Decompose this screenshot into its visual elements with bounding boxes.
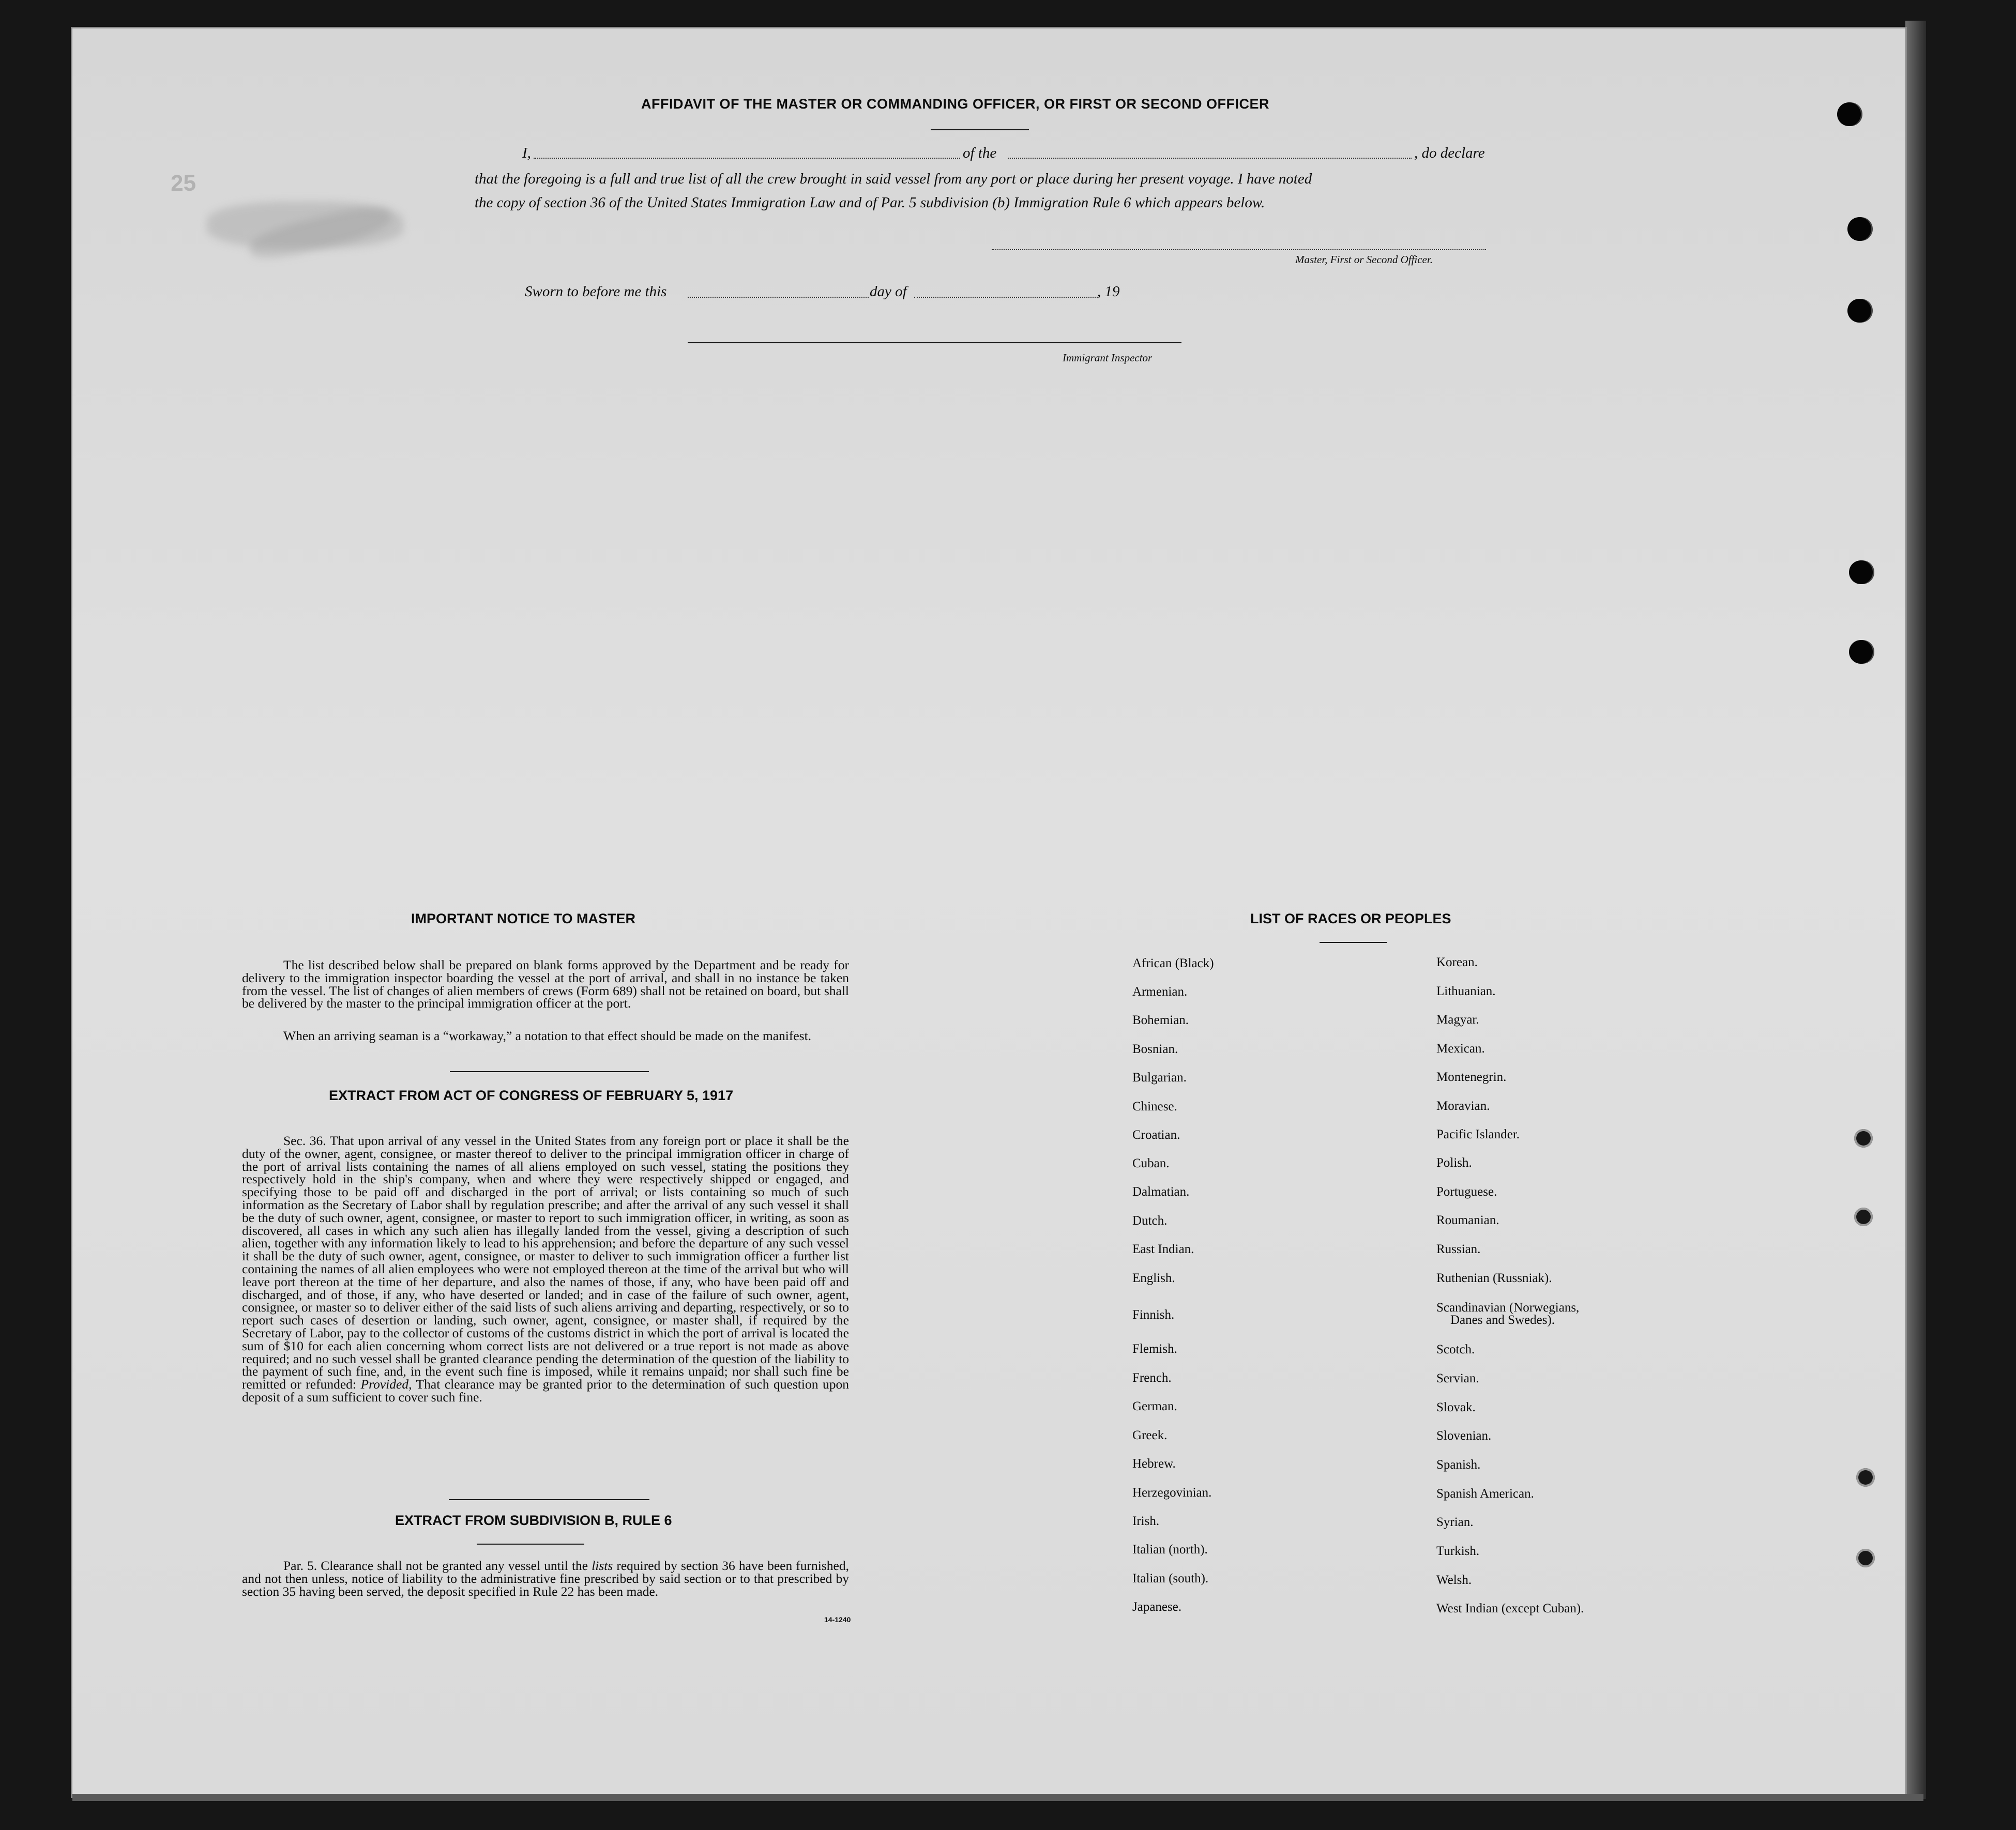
rule-text-post: required by section 36 have been furnished, and not then unless, notice of liability to the administrative fine prescribed by said section or to that prescribed by section 35 having been served, the deposit specified in Rule 22 has been made. bbox=[242, 1558, 849, 1599]
race-item: Croatian. bbox=[1132, 1128, 1180, 1142]
binder-hole bbox=[1837, 102, 1861, 126]
section-divider bbox=[449, 1499, 649, 1500]
race-item: English. bbox=[1132, 1271, 1175, 1285]
race-item-continued: Danes and Swedes). bbox=[1450, 1313, 1555, 1327]
race-item: African (Black) bbox=[1132, 956, 1214, 970]
race-item: Polish. bbox=[1436, 1156, 1472, 1170]
race-item: Armenian. bbox=[1132, 985, 1188, 999]
affidavit-of-label: of the bbox=[963, 145, 997, 161]
act-extract-heading: EXTRACT FROM ACT OF CONGRESS OF FEBRUARY 5, 1917 bbox=[329, 1088, 734, 1103]
binder-hole bbox=[1854, 1208, 1873, 1226]
race-item: Ruthenian (Russniak). bbox=[1436, 1271, 1552, 1285]
race-item: Irish. bbox=[1132, 1514, 1160, 1528]
race-item: Turkish. bbox=[1436, 1544, 1480, 1558]
lists-term: lists bbox=[592, 1558, 613, 1573]
race-item: Mexican. bbox=[1436, 1042, 1485, 1056]
section-label: Sec. 36. bbox=[283, 1133, 326, 1148]
binder-hole bbox=[1856, 1549, 1875, 1567]
section-tail: That clearance may be granted prior to the determination of such question upon deposit of a sum sufficient to cover such fine. bbox=[242, 1377, 850, 1405]
race-item: Welsh. bbox=[1436, 1573, 1472, 1587]
race-item: Slovenian. bbox=[1436, 1429, 1492, 1443]
form-number: 14-1240 bbox=[824, 1615, 851, 1624]
notice-heading: IMPORTANT NOTICE TO MASTER bbox=[411, 911, 635, 926]
race-item: Italian (south). bbox=[1132, 1572, 1209, 1585]
notice-paragraph-2: When an arriving seaman is a “workaway,” a notation to that effect should be made on the manifest. bbox=[283, 1028, 812, 1043]
race-item: Hebrew. bbox=[1132, 1457, 1176, 1471]
race-item: Cuban. bbox=[1132, 1156, 1170, 1170]
race-item: Herzegovinian. bbox=[1132, 1486, 1212, 1500]
binder-hole bbox=[1854, 1129, 1873, 1148]
binder-hole bbox=[1847, 217, 1871, 241]
race-item: Spanish American. bbox=[1436, 1487, 1534, 1501]
race-item: Russian. bbox=[1436, 1242, 1481, 1256]
race-item: Flemish. bbox=[1132, 1342, 1177, 1356]
section-body: That upon arrival of any vessel in the United States from any foreign port or place it shall be the duty of the owner, agent, consignee, or master thereof to deliver to the principal immigration officer in charge of the port of arrival lists containing the names of all aliens employed on such vessel, stating the positions they respectively hold in the ship's company, when and where they were respectively shipped or engaged, and specifying those to be paid off and discharged in the port of arrival; or lists containing so much of such information as the Secretary of Labor shall by regulation prescribe; and after the arrival of any such vessel it shall be the duty of such owner, agent, consignee, or master to report to such immigration officer, in writing, as soon as discovered, all cases in which any such alien has illegally landed from the vessel, giving a description of such alien, together with any information likely to lead to his apprehension; and before the departure of any such vessel it shall be the duty of such owner, agent, consignee, or master to deliver to such immigration officer a further list containing the names of all alien employees who were not employed thereon at the time of the arrival but who will leave port thereon at the time of her departure, and also the names of those, if any, who have been paid off and discharged, and of those, if any, who have deserted or landed; and in case of the failure of such owner, agent, consignee, or master so to deliver either of the said lists of such aliens arriving and departing, respectively, or so to report such cases of desertion or landing, such owner, agent, consignee, or master shall, if required by the Secretary of Labor, pay to the collector of customs of the customs district in which the port of arrival is located the sum of $10 for each alien concerning whom correct lists are not delivered or a true report is not made as above required; and no such vessel shall be granted clearance pending the determination of the question of the liability to the payment of such fine, and, in the event such fine is imposed, while it remains unpaid; nor shall such fine be remitted or refunded: bbox=[242, 1133, 849, 1392]
race-item: Dutch. bbox=[1132, 1214, 1168, 1228]
binder-hole bbox=[1849, 560, 1873, 584]
races-heading: LIST OF RACES OR PEOPLES bbox=[1250, 911, 1451, 926]
inspector-label: Immigrant Inspector bbox=[1063, 352, 1153, 364]
sworn-label: Sworn to before me this bbox=[525, 283, 667, 300]
provided-term: Provided, bbox=[360, 1377, 412, 1392]
affidavit-line-2: that the foregoing is a full and true list of all the crew brought in said vessel from any port or place during her present voyage. I have noted bbox=[475, 171, 1312, 187]
rule-extract-heading: EXTRACT FROM SUBDIVISION B, RULE 6 bbox=[395, 1513, 672, 1528]
declarant-name-blank[interactable] bbox=[534, 158, 960, 159]
race-item: Dalmatian. bbox=[1132, 1185, 1190, 1199]
race-item: Syrian. bbox=[1436, 1515, 1474, 1529]
race-item: German. bbox=[1132, 1399, 1177, 1413]
race-item: Scandinavian (Norwegians, bbox=[1436, 1301, 1580, 1315]
document-page bbox=[72, 28, 1905, 1796]
race-item: West Indian (except Cuban). bbox=[1436, 1602, 1584, 1615]
race-item: Chinese. bbox=[1132, 1100, 1177, 1114]
binder-hole bbox=[1856, 1468, 1875, 1487]
rule-par-5-text bbox=[242, 1560, 849, 1598]
race-item: Lithuanian. bbox=[1436, 984, 1496, 998]
race-item: Servian. bbox=[1436, 1371, 1479, 1385]
race-item: Portuguese. bbox=[1436, 1185, 1497, 1199]
act-section-36-text bbox=[242, 1135, 849, 1404]
notice-paragraph-1: The list described below shall be prepared on blank forms approved by the Department and be ready for delivery to the immigration inspector boarding the vessel at the port of arrival, and shall in no instance be taken from the vessel. The list of changes of alien members of crews (Form 689) shall not be retained on board, but shall be delivered by the master to the principal immigration officer at the port. bbox=[242, 957, 849, 1011]
race-item: Greek. bbox=[1132, 1428, 1168, 1442]
section-divider bbox=[450, 1071, 649, 1072]
race-item: Bosnian. bbox=[1132, 1042, 1178, 1056]
affidavit-title: AFFIDAVIT OF THE MASTER OR COMMANDING OFFICER, OR FIRST OR SECOND OFFICER bbox=[641, 96, 1269, 112]
race-item: Roumanian. bbox=[1436, 1213, 1499, 1227]
section-divider bbox=[477, 1544, 584, 1545]
race-item: East Indian. bbox=[1132, 1242, 1194, 1256]
race-item: Magyar. bbox=[1436, 1013, 1479, 1027]
officer-signature-blank[interactable] bbox=[992, 249, 1486, 250]
races-heading-rule bbox=[1320, 942, 1387, 943]
inspector-signature-line[interactable] bbox=[688, 342, 1181, 343]
vessel-name-blank[interactable] bbox=[1008, 158, 1412, 159]
title-rule bbox=[931, 129, 1029, 130]
race-item: Spanish. bbox=[1436, 1458, 1481, 1472]
race-item: Pacific Islander. bbox=[1436, 1127, 1520, 1141]
sworn-day-blank[interactable] bbox=[688, 297, 869, 298]
officer-signature-label: Master, First or Second Officer. bbox=[1295, 253, 1433, 266]
page-edge-shadow bbox=[1905, 21, 1926, 1799]
binder-hole bbox=[1847, 299, 1871, 323]
binder-hole bbox=[1849, 640, 1873, 664]
race-item: Moravian. bbox=[1436, 1099, 1490, 1113]
page-bottom-edge bbox=[72, 1794, 1923, 1801]
affidavit-i-label: I, bbox=[522, 145, 531, 161]
race-item: French. bbox=[1132, 1371, 1172, 1385]
race-item: Slovak. bbox=[1436, 1400, 1476, 1414]
race-item: Bohemian. bbox=[1132, 1013, 1189, 1027]
sworn-month-blank[interactable] bbox=[914, 297, 1098, 298]
rule-text-pre: Par. 5. Clearance shall not be granted any vessel until the bbox=[283, 1558, 588, 1573]
affidavit-declare-label: , do declare bbox=[1414, 145, 1485, 161]
race-item: Scotch. bbox=[1436, 1343, 1475, 1356]
race-item: Finnish. bbox=[1132, 1308, 1175, 1322]
affidavit-line-3: the copy of section 36 of the United States Immigration Law and of Par. 5 subdivision (b) Immigration Rule 6 which appears below. bbox=[475, 194, 1265, 211]
race-item: Italian (north). bbox=[1132, 1543, 1208, 1557]
race-item: Montenegrin. bbox=[1436, 1070, 1507, 1084]
race-item: Korean. bbox=[1436, 955, 1478, 969]
year-label: , 19 bbox=[1097, 283, 1120, 300]
race-item: Bulgarian. bbox=[1132, 1071, 1187, 1085]
day-of-label: day of bbox=[870, 283, 907, 300]
page-number-bleed: 25 bbox=[170, 170, 196, 196]
race-item: Japanese. bbox=[1132, 1600, 1182, 1614]
